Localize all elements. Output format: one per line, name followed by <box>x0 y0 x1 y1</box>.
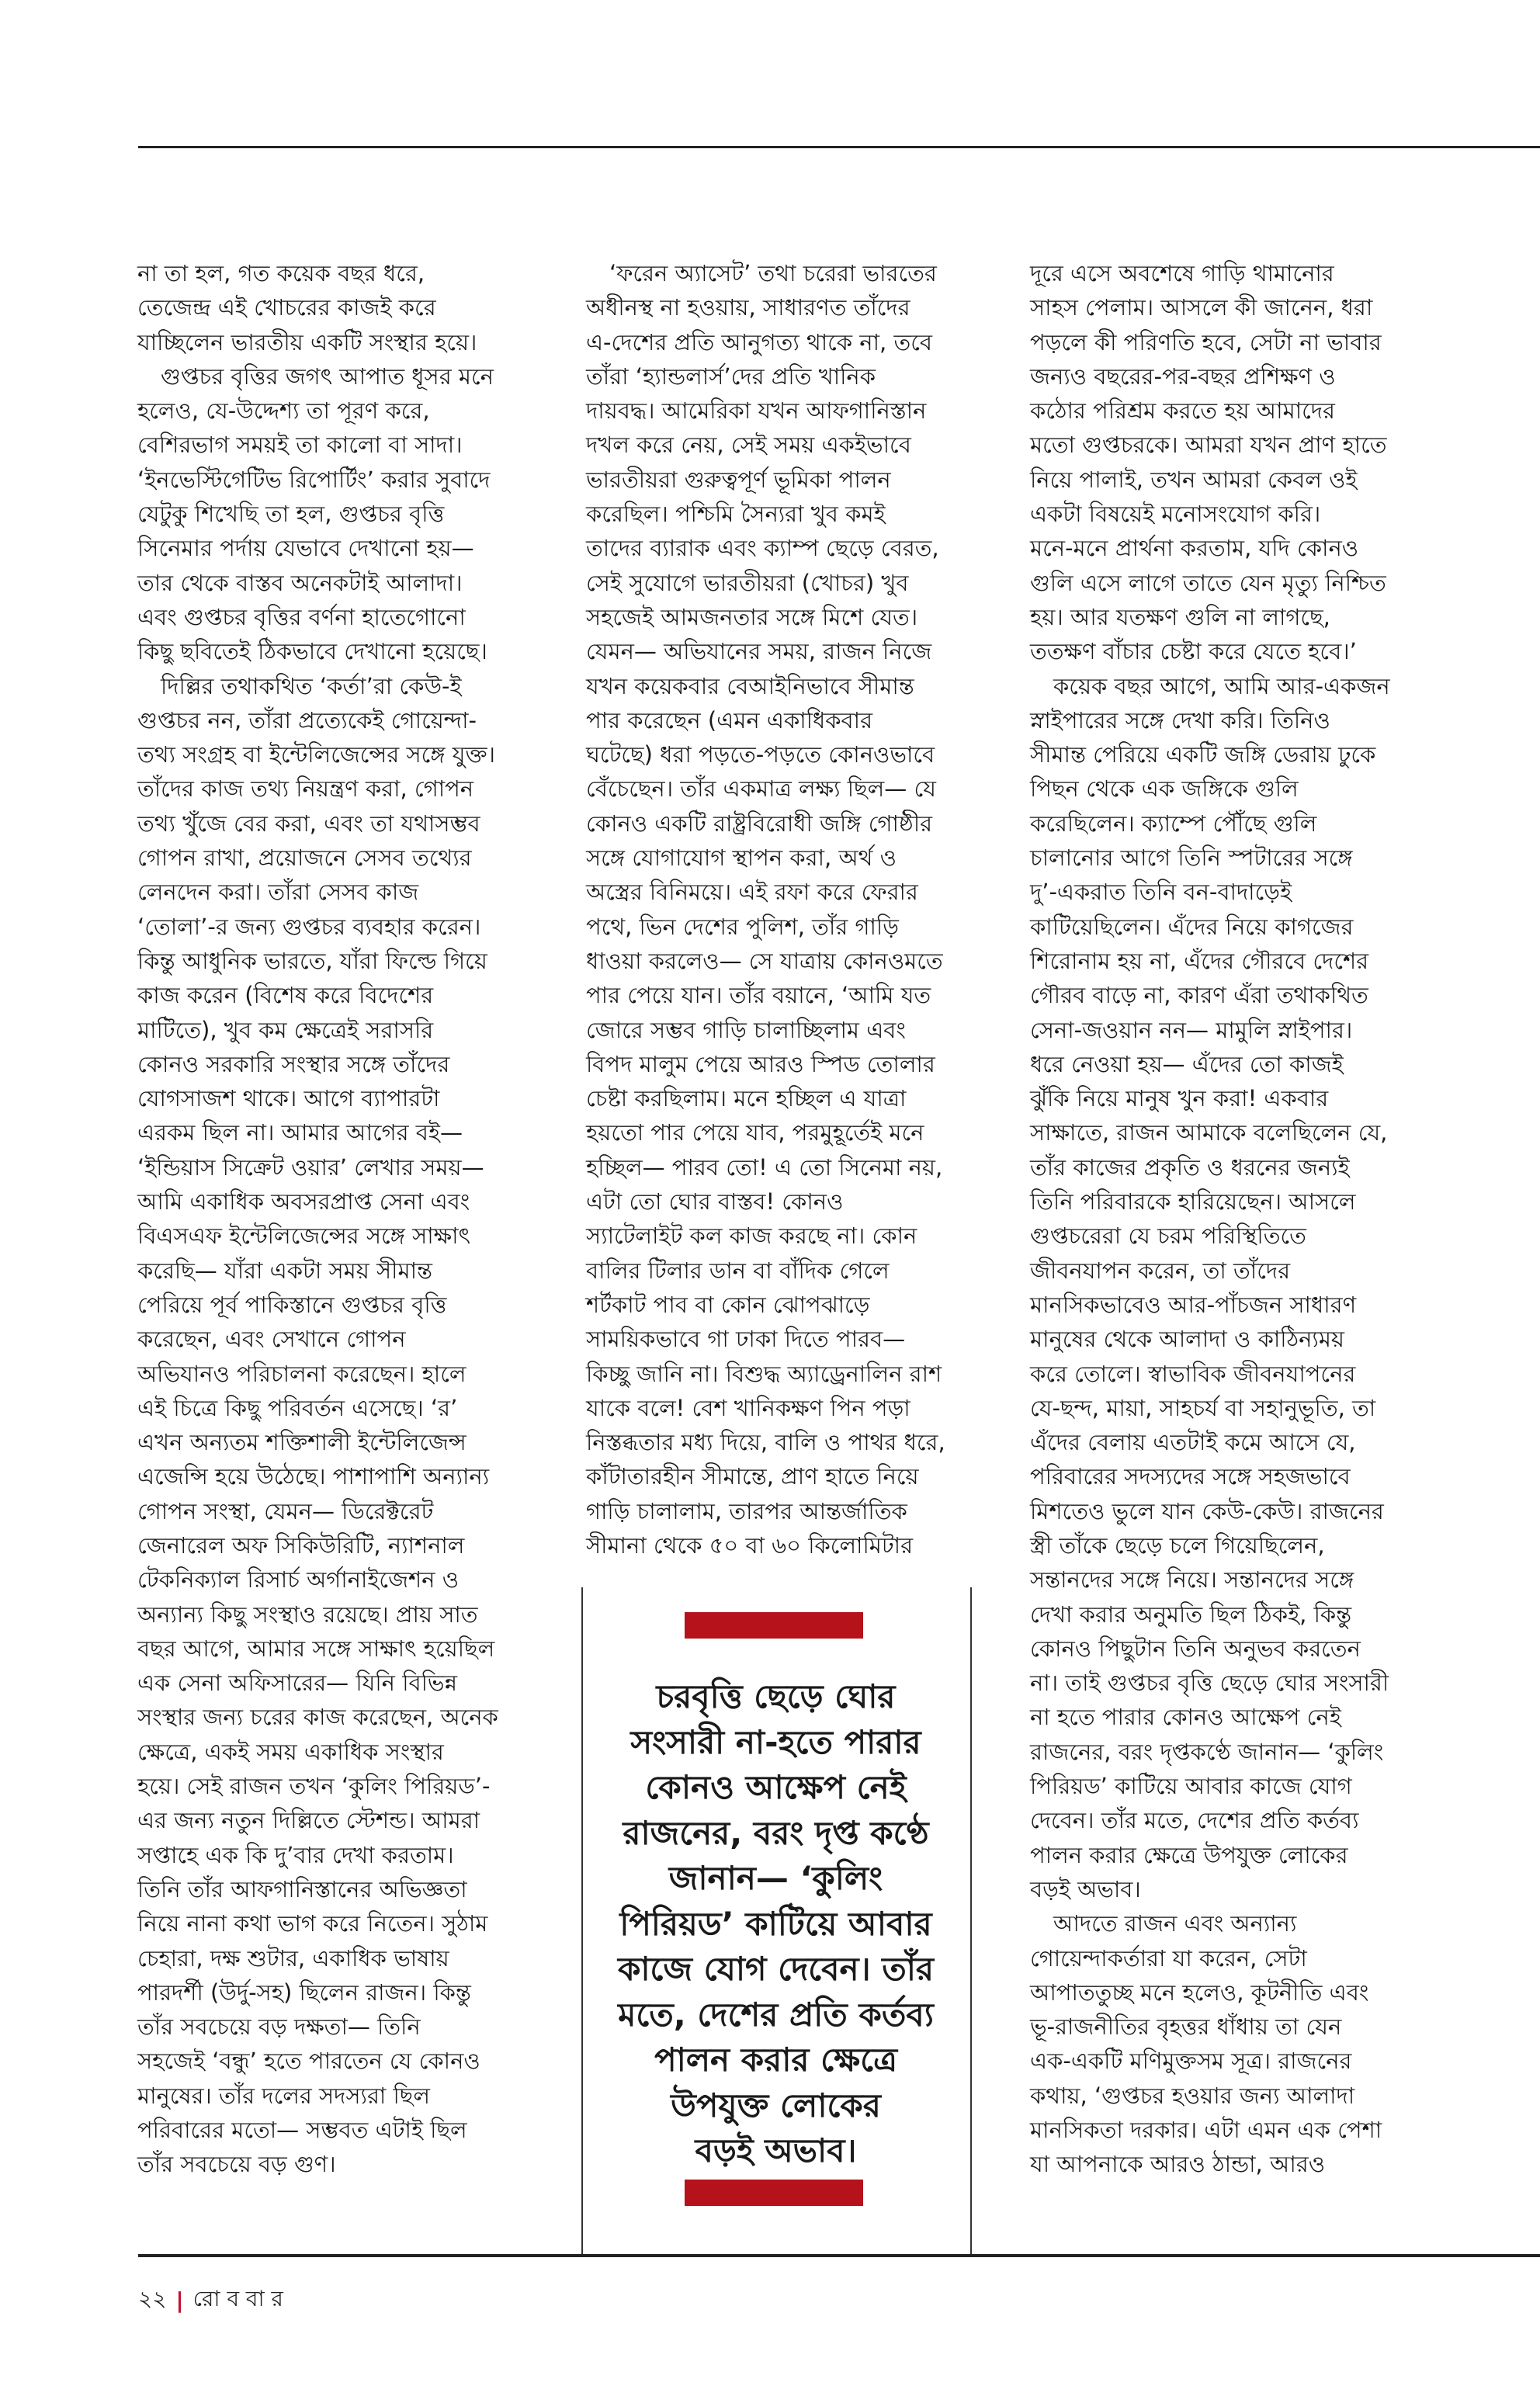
text-line: টেকনিক্যাল রিসার্চ অর্গানাইজেশন ও <box>137 1566 460 1594</box>
pull-quote-line: উপযুক্ত লোকের <box>671 2086 881 2124</box>
text-line: দায়বদ্ধ। আমেরিকা যখন আফগানিস্তান <box>586 397 927 425</box>
text-line: যে-ছন্দ, মায়া, সাহচর্য বা সহানুভূতি, তা <box>1030 1394 1376 1421</box>
text-line: কোনও সরকারি সংস্থার সঙ্গে তাঁদের <box>137 1050 450 1077</box>
text-line: না হতে পারার কোনও আক্ষেপ নেই <box>1030 1704 1341 1731</box>
text-line: ক্ষেত্রে, একই সময় একাধিক সংস্থার <box>137 1738 444 1765</box>
text-line: পারদর্শী (উর্দু-সহ) ছিলেন রাজন। কিন্তু <box>137 1979 471 2006</box>
text-line: হয়তো পার পেয়ে যাব, পরমুহূর্তেই মনে <box>586 1119 924 1146</box>
text-line: ঘটেছে) ধরা পড়তে-পড়তে কোনওভাবে <box>586 741 935 768</box>
text-line: স্নাইপারের সঙ্গে দেখা করি। তিনিও <box>1030 706 1330 734</box>
text-line: সহজেই আমজনতার সঙ্গে মিশে যেত। <box>586 603 918 630</box>
text-line: পরিবারের মতো— সম্ভবত এটাই ছিল <box>137 2117 467 2144</box>
text-line: লেনদেন করা। তাঁরা সেসব কাজ <box>137 879 419 906</box>
text-line: করেছি— যাঁরা একটা সময় সীমান্ত <box>137 1257 432 1284</box>
text-line: মানুষের থেকে আলাদা ও কাঠিন্যময় <box>1030 1326 1345 1353</box>
text-line: শিরোনাম হয় না, এঁদের গৌরবে দেশের <box>1030 947 1369 974</box>
text-line: ‘তোলা’-র জন্য গুপ্তচর ব্যবহার করেন। <box>137 913 481 940</box>
article-column-3 <box>1030 256 1426 2182</box>
text-line: হচ্ছিল— পারব তো! এ তো সিনেমা নয়, <box>586 1153 943 1181</box>
text-line: তাঁর সবচেয়ে বড় গুণ। <box>137 2151 336 2178</box>
text-line: যেটুকু শিখেছি তা হল, গুপ্তচর বৃত্তি <box>137 501 445 528</box>
text-line: জেনারেল অফ সিকিউরিটি, ন্যাশনাল <box>137 1531 465 1559</box>
pull-quote-line: সংসারী না-হতে পারার <box>630 1722 921 1761</box>
text-line: তাঁর সবচেয়ে বড় দক্ষতা— তিনি <box>137 2013 421 2041</box>
text-line: বছর আগে, আমার সঙ্গে সাক্ষাৎ হয়েছিল <box>137 1635 495 1662</box>
pull-quote-line: কাজে যোগ দেবেন। তাঁর <box>617 1950 935 1988</box>
text-line: করেছিলেন। ক্যাম্পে পৌঁছে গুলি <box>1030 810 1317 837</box>
text-line: পার করেছেন (এমন একাধিকবার <box>586 706 873 734</box>
text-line: তিনি পরিবারকে হারিয়েছেন। আসলে <box>1030 1188 1356 1216</box>
text-line: সপ্তাহে এক কি দু’বার দেখা করতাম। <box>137 1841 454 1868</box>
page-number: ২২ <box>138 2286 167 2311</box>
magazine-name: রো ব বা র <box>192 2286 283 2311</box>
pull-quote-line: মতে, দেশের প্রতি কর্তব্য <box>618 1995 934 2034</box>
text-line: হয়ে। সেই রাজন তখন ‘কুলিং পিরিয়ড’- <box>137 1773 491 1800</box>
bottom-rule <box>138 2254 1540 2257</box>
text-line: চেষ্টা করছিলাম। মনে হচ্ছিল এ যাত্রা <box>586 1085 907 1112</box>
text-line: দু’-একরাত তিনি বন-বাদাড়েই <box>1030 879 1292 906</box>
text-line: বালির টিলার ডান বা বাঁদিক গেলে <box>586 1257 890 1284</box>
pull-quote-bottom-bar <box>685 2180 863 2206</box>
text-line: কিছু ছবিতেই ঠিকভাবে দেখানো হয়েছে। <box>137 638 487 665</box>
pull-quote-line: বড়ই অভাব। <box>695 2131 857 2169</box>
text-line: যাচ্ছিলেন ভারতীয় একটি সংস্থার হয়ে। <box>137 328 477 355</box>
text-line: মনে-মনে প্রার্থনা করতাম, যদি কোনও <box>1030 535 1359 562</box>
text-line: আদতে রাজন এবং অন্যান্য <box>1053 1910 1297 1937</box>
text-line: করেছেন, এবং সেখানে গোপন <box>137 1326 406 1353</box>
text-line: মানসিকভাবেও আর-পাঁচজন সাধারণ <box>1030 1291 1357 1318</box>
text-line: এখন অন্যতম শক্তিশালী ইন্টেলিজেন্স <box>137 1429 467 1456</box>
text-line: ‘ইন্ডিয়াস সিক্রেট ওয়ার’ লেখার সময়— <box>137 1153 484 1181</box>
text-line: নিস্তব্ধতার মধ্য দিয়ে, বালি ও পাথর ধরে, <box>586 1429 945 1456</box>
text-line: এরকম ছিল না। আমার আগের বই— <box>137 1119 463 1146</box>
text-line: গাড়ি চালালাম, তারপর আন্তর্জাতিক <box>586 1497 907 1524</box>
text-line: নিয়ে পালাই, তখন আমরা কেবল ওই <box>1030 466 1358 493</box>
text-line: এবং গুপ্তচর বৃত্তির বর্ণনা হাতেগোনো <box>137 603 466 630</box>
text-line: তাদের ব্যারাক এবং ক্যাম্প ছেড়ে বেরত, <box>586 535 939 562</box>
text-line: সাময়িকভাবে গা ঢাকা দিতে পারব— <box>586 1326 906 1353</box>
text-line: আমি একাধিক অবসরপ্রাপ্ত সেনা এবং <box>137 1188 470 1216</box>
text-line: কোনও একটি রাষ্ট্রবিরোধী জঙ্গি গোষ্ঠীর <box>586 810 933 837</box>
text-line: গুপ্তচর নন, তাঁরা প্রত্যেকেই গোয়েন্দা- <box>137 706 477 734</box>
text-line: ধাওয়া করলেও— সে যাত্রায় কোনওমতে <box>586 947 943 974</box>
text-line: পিছন থেকে এক জঙ্গিকে গুলি <box>1030 775 1299 803</box>
text-line: তিনি তাঁর আফগানিস্তানের অভিজ্ঞতা <box>137 1875 467 1902</box>
page-footer <box>138 2282 283 2318</box>
text-line: দখল করে নেয়, সেই সময় একইভাবে <box>586 432 911 459</box>
text-line: তাঁদের কাজ তথ্য নিয়ন্ত্রণ করা, গোপন <box>137 775 474 803</box>
text-line: পেরিয়ে পূর্ব পাকিস্তানে গুপ্তচর বৃত্তি <box>137 1291 447 1318</box>
text-line: চালানোর আগে তিনি স্পটারের সঙ্গে <box>1030 844 1353 872</box>
text-line: হলেও, যে-উদ্দেশ্য তা পূরণ করে, <box>137 397 430 425</box>
text-line: তথ্য খুঁজে বের করা, এবং তা যথাসম্ভব <box>137 810 480 837</box>
text-line: অন্যান্য কিছু সংস্থাও রয়েছে। প্রায় সাত <box>137 1601 478 1628</box>
text-line: এক-একটি মণিমুক্তসম সূত্র। রাজনের <box>1030 2048 1352 2075</box>
text-line: স্ত্রী তাঁকে ছেড়ে চলে গিয়েছিলেন, <box>1030 1531 1325 1559</box>
text-line: জীবনযাপন করেন, তা তাঁদের <box>1030 1257 1291 1284</box>
text-line: এ-দেশের প্রতি আনুগত্য থাকে না, তবে <box>586 328 933 355</box>
pull-quote-line: রাজনের, বরং দৃপ্ত কণ্ঠে <box>623 1813 929 1852</box>
text-line: বেশিরভাগ সময়ই তা কালো বা সাদা। <box>137 432 463 459</box>
text-line: বিএসএফ ইন্টেলিজেন্সের সঙ্গে সাক্ষাৎ <box>137 1223 471 1250</box>
text-line: এটা তো ঘোর বাস্তব! কোনও <box>586 1188 844 1216</box>
text-line: যা আপনাকে আরও ঠান্ডা, আরও <box>1030 2151 1326 2178</box>
text-line: এঁদের বেলায় এতটাই কমে আসে যে, <box>1030 1429 1356 1456</box>
top-rule <box>138 146 1540 148</box>
text-line: কঠোর পরিশ্রম করতে হয় আমাদের <box>1030 397 1335 425</box>
text-line: তাঁরা ‘হ্যান্ডলার্স’দের প্রতি খানিক <box>586 362 876 390</box>
text-line: জন্যও বছরের-পর-বছর প্রশিক্ষণ ও <box>1030 362 1336 390</box>
pull-quote-line: পালন করার ক্ষেত্রে <box>654 2041 897 2079</box>
article-column-1 <box>137 256 525 2182</box>
text-line: পরিবারের সদস্যদের সঙ্গে সহজভাবে <box>1030 1463 1351 1490</box>
text-line: যখন কয়েকবার বেআইনিভাবে সীমান্ত <box>586 672 914 699</box>
text-line: গুলি এসে লাগে তাতে যেন মৃত্যু নিশ্চিত <box>1030 569 1386 596</box>
text-line: পালন করার ক্ষেত্রে উপযুক্ত লোকের <box>1030 1841 1348 1868</box>
text-line: কয়েক বছর আগে, আমি আর-একজন <box>1053 672 1390 699</box>
text-line: তেজেন্দ্র এই খোচরের কাজই করে <box>137 294 436 321</box>
pull-quote-line: জানান— ‘কুলিং <box>668 1859 883 1897</box>
text-line: দেখা করার অনুমতি ছিল ঠিকই, কিন্তু <box>1030 1601 1352 1628</box>
text-line: গুপ্তচর বৃত্তির জগৎ আপাত ধূসর মনে <box>161 362 494 390</box>
text-line: পিরিয়ড’ কাটিয়ে আবার কাজে যোগ <box>1030 1773 1352 1800</box>
text-line: মানুষের। তাঁর দলের সদস্যরা ছিল <box>137 2082 431 2109</box>
text-line: সেই সুযোগে ভারতীয়রা (খোচর) খুব <box>586 569 909 596</box>
text-line: না তা হল, গত কয়েক বছর ধরে, <box>137 260 425 286</box>
text-line: চেহারা, দক্ষ শুটার, একাধিক ভাষায় <box>137 1944 449 1972</box>
text-line: কাজ করেন (বিশেষ করে বিদেশের <box>137 982 434 1009</box>
text-line: কাঁটাতারহীন সীমান্তে, প্রাণ হাতে নিয়ে <box>586 1463 919 1490</box>
text-line: এক সেনা অফিসারের— যিনি বিভিন্ন <box>137 1670 458 1697</box>
text-line: সেনা-জওয়ান নন— মামুলি স্নাইপার। <box>1030 1016 1353 1043</box>
text-line: ততক্ষণ বাঁচার চেষ্টা করে যেতে হবে।’ <box>1030 638 1357 665</box>
text-line: তাঁর কাজের প্রকৃতি ও ধরনের জন্যই <box>1030 1153 1350 1181</box>
text-line: তার থেকে বাস্তব অনেকটাই আলাদা। <box>137 569 463 596</box>
text-line: অভিযানও পরিচালনা করেছেন। হালে <box>137 1360 467 1387</box>
text-line: অস্ত্রের বিনিময়ে। এই রফা করে ফেরার <box>586 879 918 906</box>
text-line: মাটিতে), খুব কম ক্ষেত্রেই সরাসরি <box>137 1016 434 1043</box>
text-line: না। তাই গুপ্তচর বৃত্তি ছেড়ে ঘোর সংসারী <box>1030 1670 1389 1697</box>
text-line: রাজনের, বরং দৃপ্তকণ্ঠে জানান— ‘কুলিং <box>1030 1738 1384 1765</box>
text-line: নিয়ে নানা কথা ভাগ করে নিতেন। সুঠাম <box>137 1910 488 1937</box>
pull-quote-text <box>583 1674 969 2174</box>
text-line: সহজেই ‘বন্ধু’ হতে পারতেন যে কোনও <box>137 2048 480 2075</box>
text-line: সাহস পেলাম। আসলে কী জানেন, ধরা <box>1030 294 1373 321</box>
text-line: ঝুঁকি নিয়ে মানুষ খুন করা! একবার <box>1030 1085 1329 1112</box>
text-line: গৌরব বাড়ে না, কারণ এঁরা তথাকথিত <box>1030 982 1368 1009</box>
text-line: গোপন রাখা, প্রয়োজনে সেসব তথ্যের <box>137 844 472 872</box>
text-line: কথায়, ‘গুপ্তচর হওয়ার জন্য আলাদা <box>1030 2082 1355 2109</box>
footer-separator: | <box>175 2287 184 2313</box>
text-line: সংস্থার জন্য চরের কাজ করেছেন, অনেক <box>137 1704 498 1731</box>
text-line: আপাততুচ্ছ মনে হলেও, কূটনীতি এবং <box>1030 1979 1369 2006</box>
pull-quote-line: পিরিয়ড’ কাটিয়ে আবার <box>619 1904 932 1943</box>
pull-quote-top-bar <box>685 1612 863 1639</box>
text-line: বেঁচেছেন। তাঁর একমাত্র লক্ষ্য ছিল— যে <box>586 775 936 803</box>
text-line: দিল্লির তথাকথিত ‘কর্তা’রা কেউ-ই <box>161 672 462 699</box>
text-line: কাটিয়েছিলেন। এঁদের নিয়ে কাগজের <box>1030 913 1354 940</box>
text-line: সীমানা থেকে ৫০ বা ৬০ কিলোমিটার <box>586 1531 914 1559</box>
text-line: মতো গুপ্তচরকে। আমরা যখন প্রাণ হাতে <box>1030 432 1387 459</box>
text-line: স্যাটেলাইট কল কাজ করছে না। কোন <box>586 1223 917 1250</box>
text-line: ধরে নেওয়া হয়— এঁদের তো কাজই <box>1030 1050 1344 1077</box>
text-line: একটা বিষয়েই মনোসংযোগ করি। <box>1030 501 1321 528</box>
text-line: ভারতীয়রা গুরুত্বপূর্ণ ভূমিকা পালন <box>586 466 891 493</box>
text-line: হয়। আর যতক্ষণ গুলি না লাগছে, <box>1030 603 1330 630</box>
pull-quote <box>583 1587 969 2255</box>
text-line: যেমন— অভিযানের সময়, রাজন নিজে <box>586 638 932 665</box>
text-line: শর্টকাট পাব বা কোন ঝোপঝাড়ে <box>586 1291 870 1318</box>
article-column-2 <box>586 256 966 1562</box>
text-line: সাক্ষাতে, রাজন আমাকে বলেছিলেন যে, <box>1030 1119 1388 1146</box>
text-line: সঙ্গে যোগাযোগ স্থাপন করা, অর্থ ও <box>586 844 897 872</box>
text-line: জোরে সম্ভব গাড়ি চালাচ্ছিলাম এবং <box>586 1016 906 1043</box>
text-line: যোগসাজশ থাকে। আগে ব্যাপারটা <box>137 1085 440 1112</box>
text-line: তথ্য সংগ্রহ বা ইন্টেলিজেন্সের সঙ্গে যুক্ত। <box>137 741 495 768</box>
text-line: পড়লে কী পরিণতি হবে, সেটা না ভাবার <box>1030 328 1382 355</box>
text-line: এই চিত্রে কিছু পরিবর্তন এসেছে। ‘র’ <box>137 1394 458 1421</box>
text-line: পার পেয়ে যান। তাঁর বয়ানে, ‘আমি যত <box>586 982 931 1009</box>
pull-quote-right-divider <box>970 1587 972 2255</box>
text-line: দূরে এসে অবশেষে গাড়ি থামানোর <box>1030 260 1334 286</box>
text-line: গোপন সংস্থা, যেমন— ডিরেক্টরেট <box>137 1497 434 1524</box>
text-line: মিশতেও ভুলে যান কেউ-কেউ। রাজনের <box>1030 1497 1384 1524</box>
text-line: অধীনস্থ না হওয়ায়, সাধারণত তাঁদের <box>586 294 910 321</box>
text-line: দেবেন। তাঁর মতে, দেশের প্রতি কর্তব্য <box>1030 1807 1359 1834</box>
text-line: সিনেমার পর্দায় যেভাবে দেখানো হয়— <box>137 535 474 562</box>
text-line: মানসিকতা দরকার। এটা এমন এক পেশা <box>1030 2117 1382 2144</box>
text-line: ‘ফরেন অ্যাসেট’ তথা চরেরা ভারতের <box>609 260 937 286</box>
text-line: পথে, ভিন দেশের পুলিশ, তাঁর গাড়ি <box>586 913 899 940</box>
text-line: ভূ-রাজনীতির বৃহত্তর ধাঁধায় তা যেন <box>1030 2013 1342 2041</box>
text-line: ‘ইনভেস্টিগেটিভ রিপোর্টিং’ করার সুবাদে <box>137 466 491 493</box>
text-line: কিচ্ছু জানি না। বিশুদ্ধ অ্যাড্রেনালিন রাশ <box>586 1360 942 1387</box>
text-line: এজেন্সি হয়ে উঠেছে। পাশাপাশি অন্যান্য <box>137 1463 490 1490</box>
text-line: কিন্তু আধুনিক ভারতে, যাঁরা ফিল্ডে গিয়ে <box>137 947 487 974</box>
text-line: করে তোলে। স্বাভাবিক জীবনযাপনের <box>1030 1360 1356 1387</box>
text-line: গুপ্তচরেরা যে চরম পরিস্থিতিতে <box>1030 1223 1306 1250</box>
text-line: করেছিল। পশ্চিমি সৈন্যরা খুব কমই <box>586 501 886 528</box>
text-line: বড়ই অভাব। <box>1030 1875 1141 1902</box>
text-line: যাকে বলে! বেশ খানিকক্ষণ পিন পড়া <box>586 1394 910 1421</box>
text-line: এর জন্য নতুন দিল্লিতে স্টেশন্ড। আমরা <box>137 1807 480 1834</box>
pull-quote-line: কোনও আক্ষেপ নেই <box>645 1768 907 1806</box>
pull-quote-line: চরবৃত্তি ছেড়ে ঘোর <box>656 1677 896 1715</box>
text-line: সীমান্ত পেরিয়ে একটি জঙ্গি ডেরায় ঢুকে <box>1030 741 1376 768</box>
text-line: বিপদ মালুম পেয়ে আরও স্পিড তোলার <box>586 1050 935 1077</box>
text-line: গোয়েন্দাকর্তারা যা করেন, সেটা <box>1030 1944 1307 1972</box>
text-line: কোনও পিছুটান তিনি অনুভব করতেন <box>1030 1635 1361 1662</box>
text-line: সন্তানদের সঙ্গে নিয়ে। সন্তানদের সঙ্গে <box>1030 1566 1354 1594</box>
